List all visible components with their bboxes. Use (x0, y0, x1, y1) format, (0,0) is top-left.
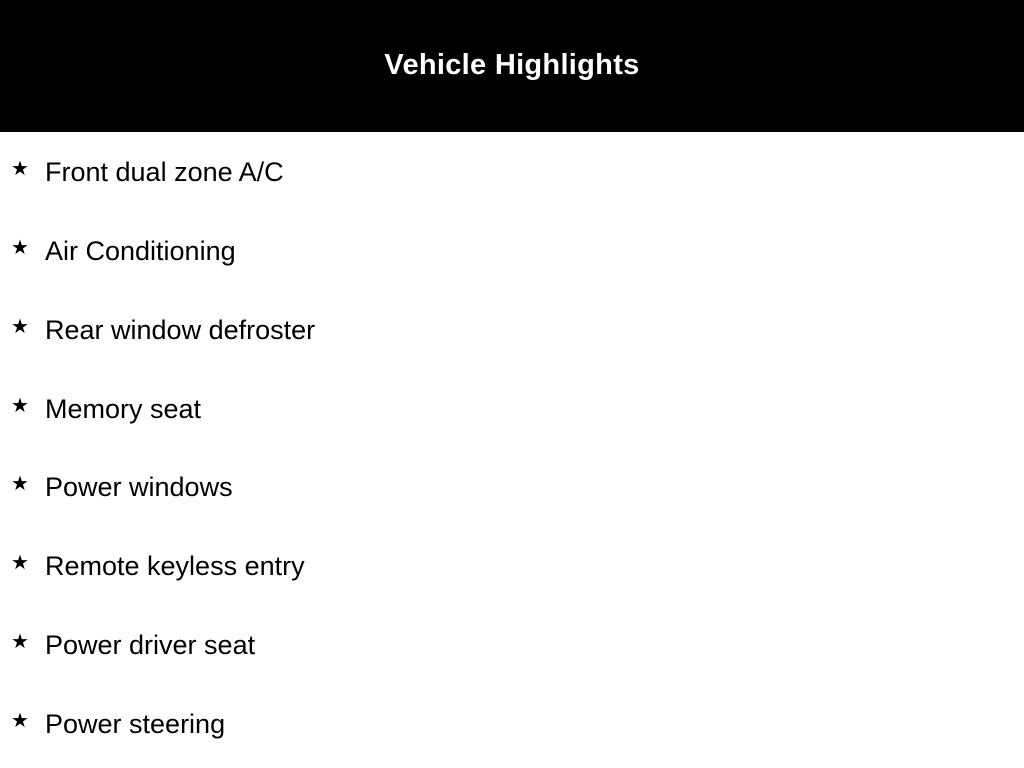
list-item (0, 471, 1024, 511)
star-icon: ★ (11, 314, 29, 338)
list-item (0, 314, 1024, 354)
highlight-label: Air Conditioning (45, 236, 236, 266)
highlight-label: Power steering (45, 709, 226, 739)
page-title: Vehicle Highlights (384, 48, 640, 81)
highlight-label: Power windows (45, 472, 233, 502)
list-item (0, 550, 1024, 590)
list-item (0, 235, 1024, 275)
highlight-label: Remote keyless entry (45, 551, 305, 581)
highlight-label: Front dual zone A/C (45, 157, 284, 187)
star-icon: ★ (11, 393, 29, 417)
header-banner (0, 0, 1024, 132)
highlight-label: Rear window defroster (45, 315, 316, 345)
star-icon: ★ (11, 629, 29, 653)
list-item (0, 708, 1024, 748)
list-item (0, 156, 1024, 196)
highlight-label: Power driver seat (45, 630, 256, 660)
list-item (0, 629, 1024, 669)
highlight-label: Memory seat (45, 394, 202, 424)
star-icon: ★ (11, 708, 29, 732)
star-icon: ★ (11, 471, 29, 495)
star-icon: ★ (11, 156, 29, 180)
list-item (0, 393, 1024, 433)
star-icon: ★ (11, 235, 29, 259)
star-icon: ★ (11, 550, 29, 574)
